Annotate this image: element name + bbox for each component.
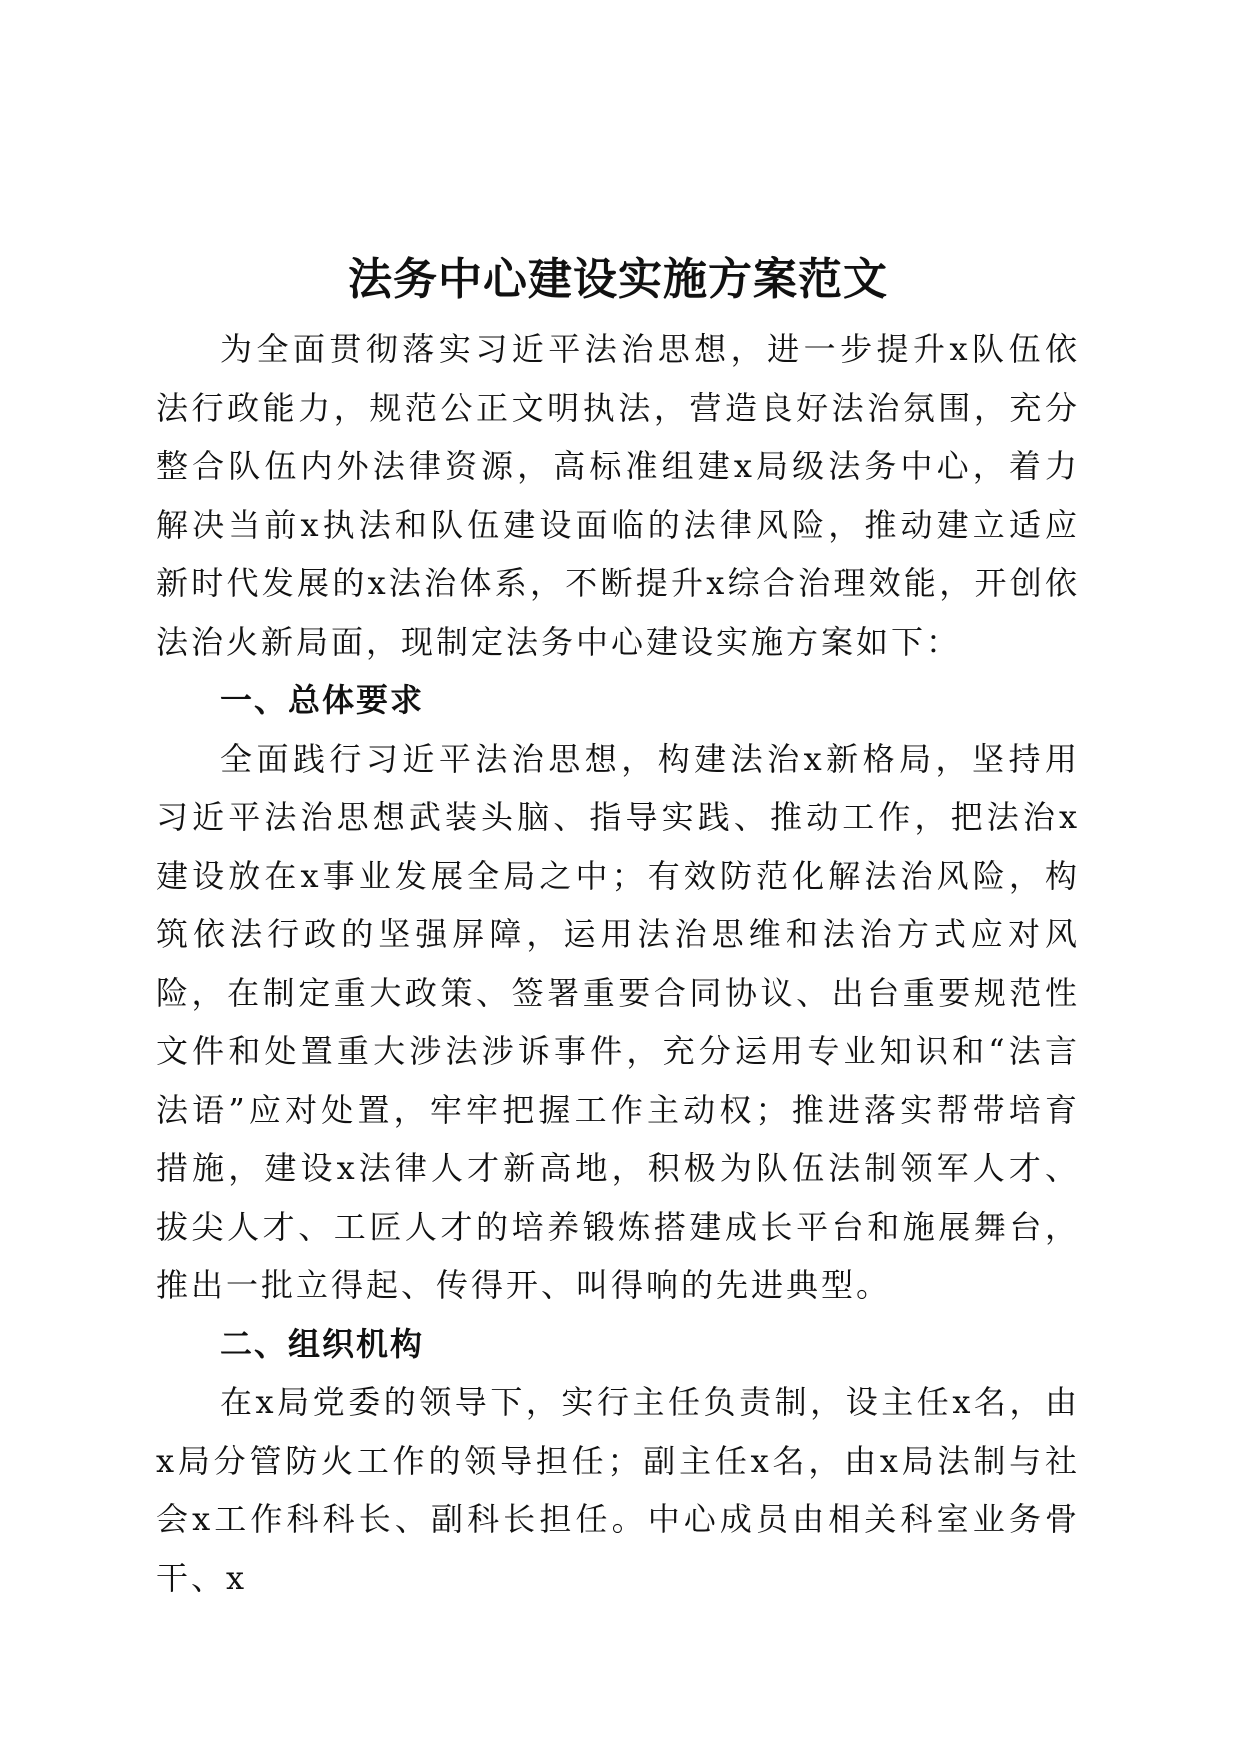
intro-paragraph: 为全面贯彻落实习近平法治思想，进一步提升x队伍依法行政能力，规范公正文明执法，营造良好法治氛围，充分整合队伍内外法律资源，高标准组建x局级法务中心，着力解决当前x执法和队伍建设面临的法律风险，推动建立适应新时代发展的x法治体系，不断提升x综合治理效能，开创依法治火新局面，现制定法务中心建设实施方案如下： bbox=[156, 330, 1080, 661]
document-title: 法务中心建设实施方案范文 bbox=[348, 254, 888, 305]
section-heading-organization: 二、组织机构 bbox=[220, 1324, 425, 1363]
section-heading-general-requirements: 一、总体要求 bbox=[220, 681, 425, 719]
section-body-organization: 在x局党委的领导下，实行主任负责制，设主任x名，由x局分管防火工作的领导担任；副主任x名，由x局法制与社会x工作科科长、副科长担任。中心成员由相关科室业务骨干、x bbox=[156, 1383, 1080, 1597]
section-body-general-requirements: 全面践行习近平法治思想，构建法治x新格局，坚持用习近平法治思想武装头脑、指导实践、推动工作，把法治x建设放在x事业发展全局之中；有效防范化解法治风险，构筑依法行政的坚强屏障，运用法治思维和法治方式应对风险，在制定重大政策、签署重要合同协议、出台重要规范性文件和处置重大涉法涉诉事件，充分运用专业知识和“法言法语”应对处置，牢牢把握工作主动权；推进落实帮带培育措施，建设x法律人才新高地，积极为队伍法制领军人才、拔尖人才、工匠人才的培养锻炼搭建成长平台和施展舞台，推出一批立得起、传得开、叫得响的先进典型。 bbox=[156, 739, 1080, 1304]
